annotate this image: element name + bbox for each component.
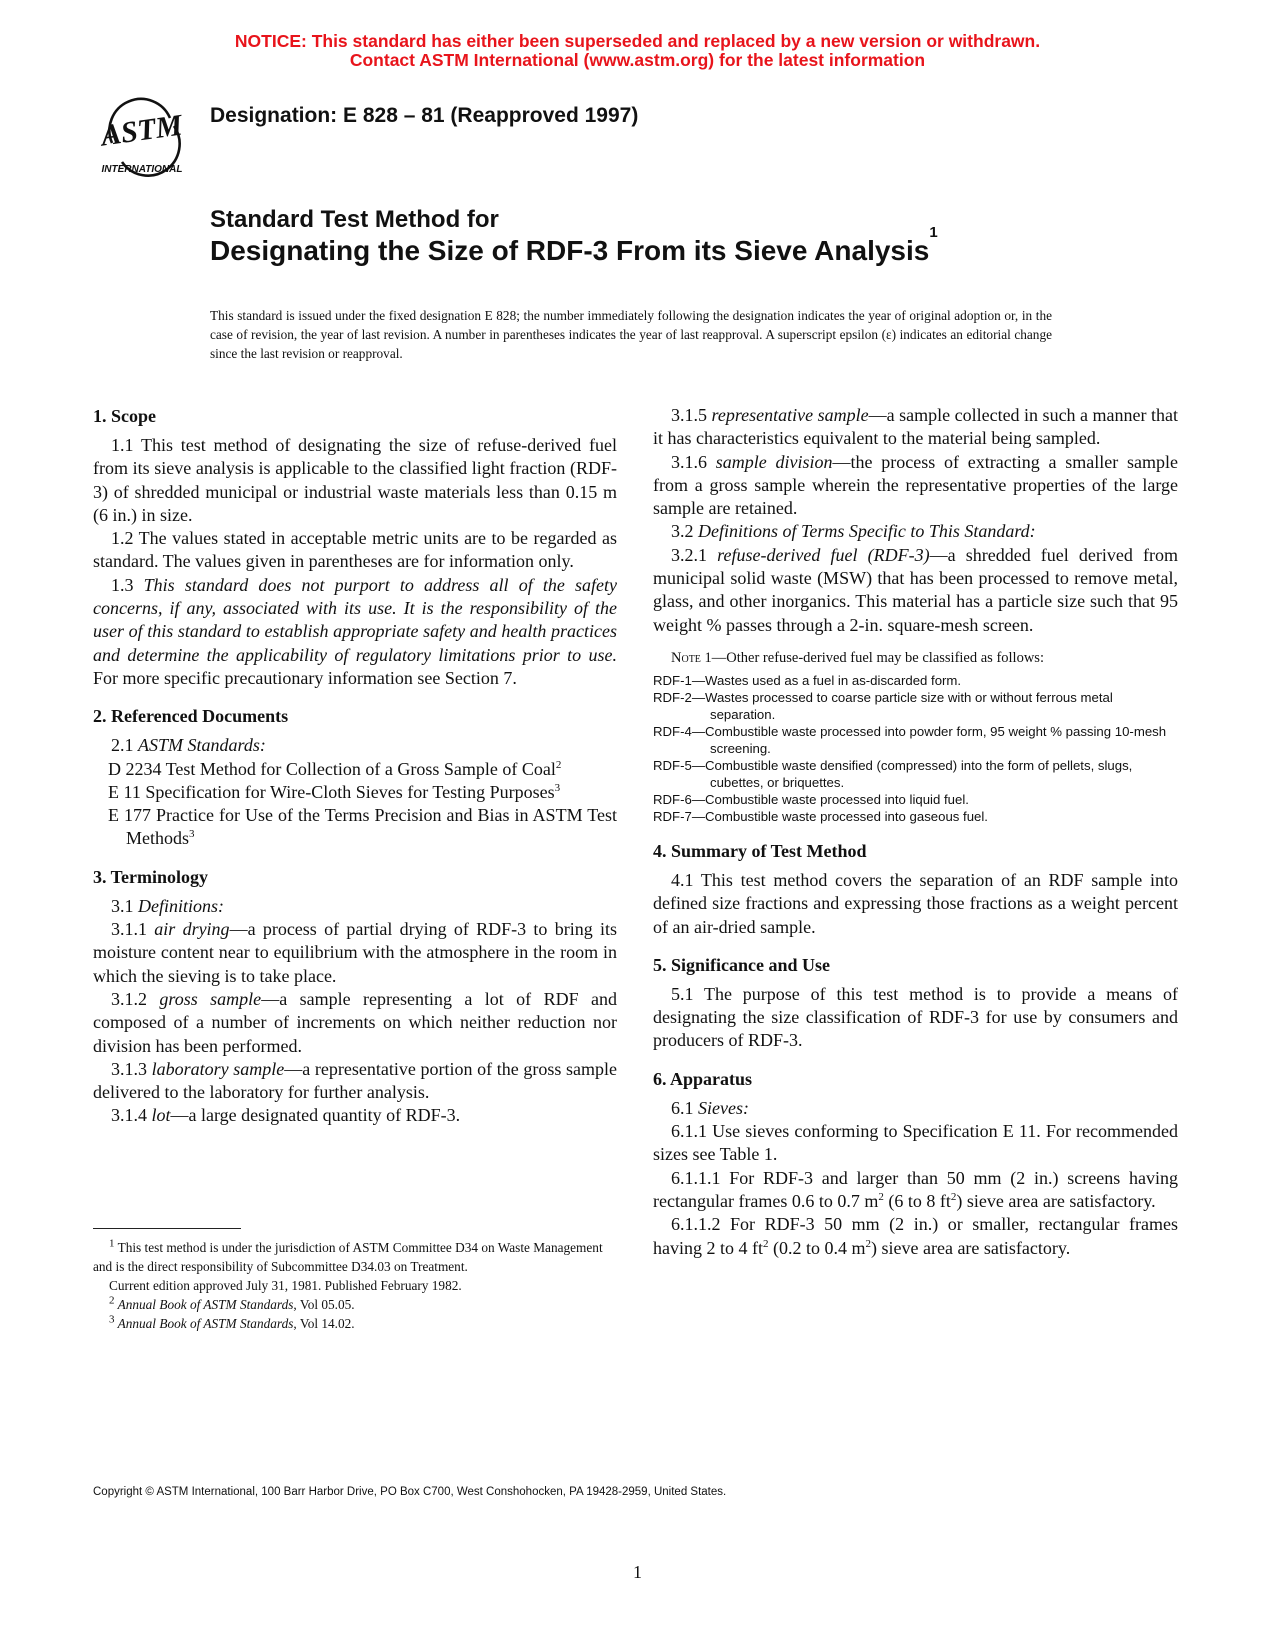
para-3-1 (93, 895, 617, 918)
notice-line-1: NOTICE: This standard has either been superseded and replaced by a new version or withdrawn. (234, 31, 1041, 51)
para-6-1 (653, 1097, 1178, 1120)
term: representative sample (711, 405, 869, 425)
ref-text: E 11 Specification for Wire-Cloth Sieves for Testing Purposes (108, 781, 555, 802)
para-text: 6.1.1.1 For RDF-3 and larger than 50 mm (2 in.) screens having rectangular frames 0.6 to 0.7 m (653, 1167, 1178, 1211)
para-num: 3.2 (671, 521, 694, 542)
definition: —a process of partial drying of RDF-3 to bring its moisture content near to equilibrium with the atmosphere in the room in which the sieving is to take place. (93, 919, 617, 986)
footnote-italic: Annual Book of ASTM Standards (114, 1316, 294, 1331)
rdf-item: RDF-2—Wastes processed to coarse particle size with or without ferrous metal separation. (653, 689, 1113, 722)
para-text: (0.2 to 0.4 m (768, 1237, 866, 1258)
para-3-2-1 (653, 544, 1178, 637)
page-number: 1 (633, 1562, 642, 1582)
definition: —a sample representing a lot of RDF and composed of a number of increments on which neither reduction nor division has been performed. (93, 988, 618, 1056)
para-3-1-1 (93, 918, 617, 988)
definition: —the process of extracting a smaller sample from a gross sample wherein the representative properties of the large sample are retained. (653, 451, 1178, 519)
definition: —a sample collected in such a manner that it has characteristics equivalent to the material being sampled. (653, 405, 1179, 449)
ref-text: E 177 Practice for Use of the Terms Precision and Bias in ASTM Test Methods (108, 805, 617, 849)
section-1-heading: 1. Scope (93, 406, 156, 426)
footnote-1b: Current edition approved July 31, 1981. Published February 1982. (109, 1278, 462, 1293)
para-text: For more specific precautionary information see Section 7. (93, 667, 517, 688)
subheading: ASTM Standards: (138, 735, 266, 756)
footnote-2 (93, 1295, 619, 1314)
para-num: 3.1 (111, 895, 134, 916)
title-line-2 (210, 224, 938, 267)
definition: —a representative portion of the gross sample delivered to the laboratory for further analysis. (93, 1058, 618, 1103)
para-text: ) sieve area are satisfactory. (871, 1237, 1071, 1258)
exponent: 2 (878, 1190, 884, 1203)
footnote-mark: 1 (109, 1237, 115, 1250)
para-1-1: 1.1 This test method of designating the size of refuse-derived fuel from its sieve analysis is applicable to the classified light fraction (RDF-3) of shredded municipal or industrial waste materials less than 0.15 m (6 in.) in size. (93, 435, 617, 525)
rdf-list (653, 672, 1178, 825)
designation: Designation: E 828 – 81 (Reapproved 1997) (210, 104, 639, 127)
footnote-3 (93, 1314, 619, 1333)
para-num: 3.1.1 (111, 919, 147, 940)
para-6-1-1-1 (653, 1167, 1178, 1214)
term: sample division (715, 451, 833, 472)
footnote-italic: Annual Book of ASTM Standards (114, 1297, 294, 1312)
ref-mark: 3 (554, 781, 561, 794)
footnotes (93, 1238, 619, 1333)
para-3-1-2 (93, 988, 617, 1058)
para-4-1: 4.1 This test method covers the separation of an RDF sample into defined size fractions and expressing those fractions as a weight percent of an air-dried sample. (653, 869, 1178, 937)
rdf-item: RDF-6—Combustible waste processed into liquid fuel. (653, 791, 969, 807)
para-num: 3.1.5 (671, 405, 707, 425)
notice-banner (0, 32, 1275, 70)
astm-logo (92, 88, 192, 178)
term: lot (151, 1105, 171, 1126)
title-footnote-mark: 1 (929, 224, 938, 241)
rdf-item: RDF-4—Combustible waste processed into powder form, 95 weight % passing 10-mesh screening. (653, 723, 1167, 756)
para-1-2: 1.2 The values stated in acceptable metric units are to be regarded as standard. The values given in parentheses are for information only. (93, 528, 617, 572)
ref-e11 (93, 781, 617, 804)
definition: —a large designated quantity of RDF-3. (170, 1105, 461, 1126)
footnote-text: , Vol 14.02. (293, 1316, 355, 1331)
left-column (93, 404, 617, 1128)
section-5-heading: 5. Significance and Use (653, 954, 831, 975)
para-num: 6.1 (671, 1097, 694, 1118)
rdf-item: RDF-5—Combustible waste densified (compressed) into the form of pellets, slugs, cubettes, or briquettes. (653, 757, 1133, 790)
para-6-1-1: 6.1.1 Use sieves conforming to Specification E 11. For recommended sizes see Table 1. (653, 1121, 1178, 1165)
subheading: Sieves: (698, 1097, 749, 1118)
para-6-1-1-2 (653, 1213, 1178, 1260)
note-1 (653, 649, 1178, 668)
para-3-1-5 (653, 404, 1178, 451)
para-text: ) sieve area are satisfactory. (956, 1190, 1156, 1211)
footnote-text: , Vol 05.05. (293, 1297, 355, 1312)
para-num: 1.3 (111, 574, 134, 595)
ref-e177 (93, 804, 617, 851)
subheading: Definitions: (138, 895, 224, 916)
para-5-1: 5.1 The purpose of this test method is to provide a means of designating the size classification of RDF-3 for use by consumers and producers of RDF-3. (653, 983, 1178, 1051)
right-column (653, 404, 1178, 1260)
para-3-1-6 (653, 451, 1178, 521)
term: air drying (154, 919, 230, 940)
logo-subtext: INTERNATIONAL (101, 164, 183, 175)
para-num: 2.1 (111, 735, 134, 756)
para-num: 3.1.3 (111, 1058, 147, 1079)
para-1-3 (93, 574, 617, 690)
copyright: Copyright © ASTM International, 100 Barr Harbor Drive, PO Box C700, West Conshohocken, PA 19428-2959, United States. (93, 1486, 727, 1498)
rdf-item: RDF-1—Wastes used as a fuel in as-discarded form. (653, 672, 962, 688)
section-4-heading: 4. Summary of Test Method (653, 840, 867, 861)
note-text: 1—Other refuse-derived fuel may be classified as follows: (700, 649, 1044, 666)
exponent: 2 (950, 1190, 957, 1203)
preamble: This standard is issued under the fixed designation E 828; the number immediately following the designation indicates the year of original adoption or, in the case of revision, the year of last revision. A number in parentheses indicates the year of last reapproval. A superscript epsilon (ε) indicates an editorial change since the last revision or reapproval. (210, 308, 1052, 361)
term: laboratory sample (151, 1058, 285, 1079)
para-num: 3.1.2 (111, 988, 147, 1009)
exponent: 2 (763, 1237, 769, 1250)
definition: —a shredded fuel derived from municipal solid waste (MSW) that has been processed to remove metal, glass, and other inorganics. This material has a particle size such that 95 weight % passes through a 2-in. square-mesh screen. (653, 544, 1178, 635)
term: refuse-derived fuel (RDF-3) (717, 544, 930, 565)
title-text: Designating the Size of RDF-3 From its Sieve Analysis (210, 235, 930, 266)
para-num: 3.1.6 (671, 451, 707, 472)
para-text: (6 to 8 ft (883, 1190, 951, 1211)
ref-d2234 (93, 758, 617, 781)
logo-letters: ASTM (98, 108, 185, 153)
footnote-divider (93, 1228, 241, 1229)
footnote-mark: 2 (109, 1294, 115, 1307)
footnote-mark: 3 (109, 1313, 115, 1326)
para-text: 6.1.1.2 For RDF-3 50 mm (2 in.) or smaller, rectangular frames having 2 to 4 ft (653, 1214, 1178, 1258)
note-label: Note (671, 649, 701, 666)
para-3-1-4 (93, 1104, 617, 1127)
safety-caveat: This standard does not purport to address all of the safety concerns, if any, associated with its use. It is the responsibility of the user of this standard to establish appropriate safety and health practices and determine the applicability of regulatory limitations prior to use. (93, 574, 618, 665)
para-num: 3.2.1 (671, 544, 707, 565)
exponent: 2 (865, 1237, 871, 1250)
term: gross sample (159, 988, 262, 1009)
subheading: Definitions of Terms Specific to This Standard: (698, 521, 1036, 542)
ref-mark: 2 (555, 758, 562, 771)
notice-line-2: Contact ASTM International (www.astm.org) for the latest information (349, 50, 926, 70)
rdf-item: RDF-7—Combustible waste processed into gaseous fuel. (653, 808, 988, 824)
footnote-1 (93, 1238, 619, 1276)
ref-text: D 2234 Test Method for Collection of a Gross Sample of Coal (108, 758, 556, 779)
ref-mark: 3 (189, 828, 195, 841)
para-num: 3.1.4 (111, 1105, 147, 1126)
para-3-1-3 (93, 1058, 617, 1105)
section-2-heading: 2. Referenced Documents (93, 706, 289, 727)
para-3-2 (653, 520, 1178, 543)
para-2-1 (93, 734, 617, 757)
section-6-heading: 6. Apparatus (653, 1068, 753, 1089)
title-line-1: Standard Test Method for (210, 206, 499, 233)
section-3-heading: 3. Terminology (93, 866, 209, 887)
footnote-text: This test method is under the jurisdiction of ASTM Committee D34 on Waste Management and is the direct responsibility of Subcommittee D34.03 on Treatment. (93, 1240, 603, 1274)
